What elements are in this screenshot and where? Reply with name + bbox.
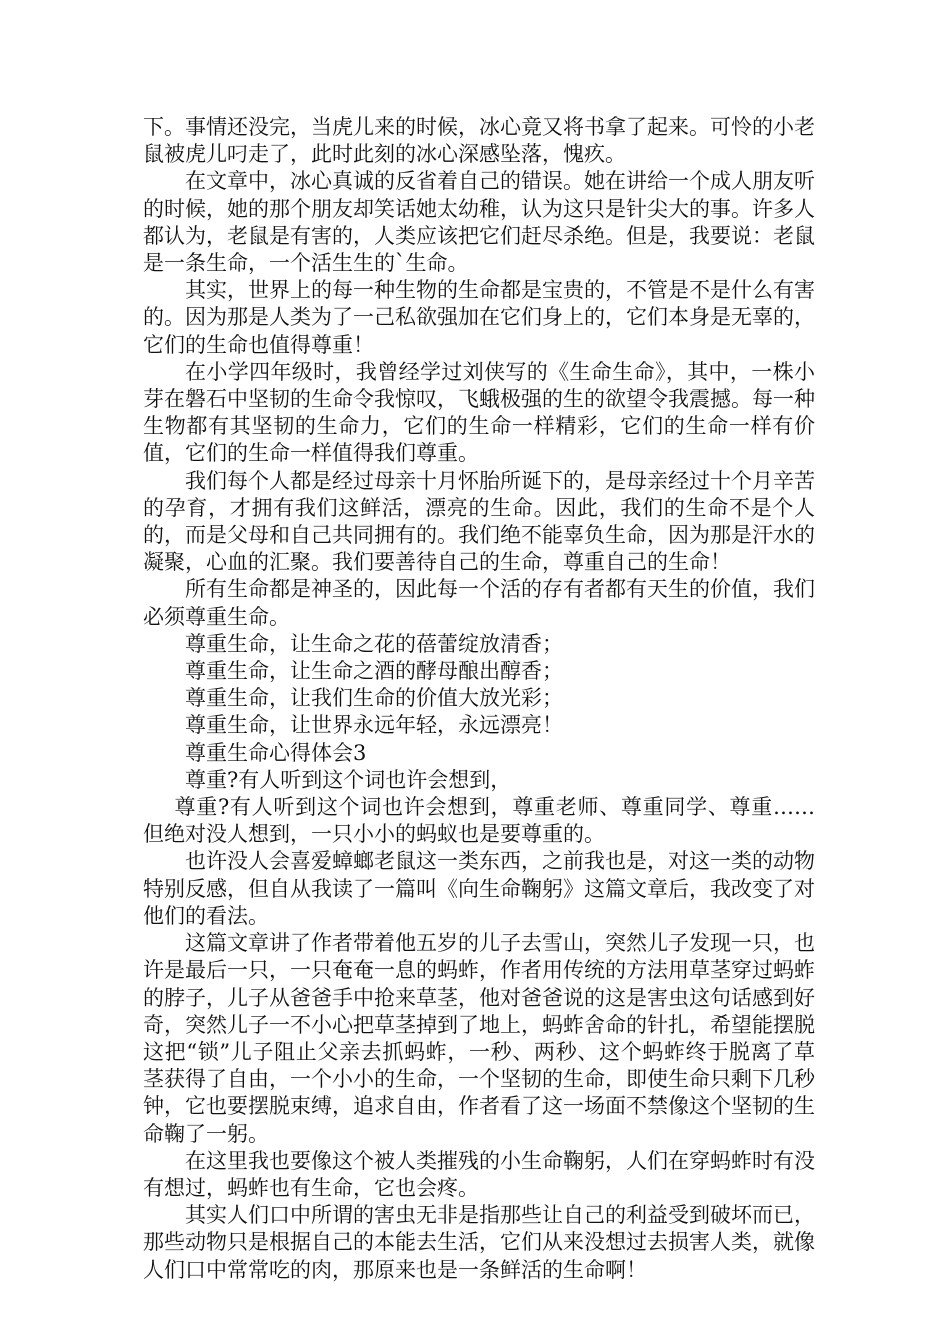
paragraph-10: 尊重生命，让世界永远年轻，永远漂亮！ [185, 713, 563, 738]
paragraph-1: 下。事情还没完，当虎儿来的时候，冰心竟又将书拿了起来。可怜的小老鼠被虎儿叼走了，此时此刻的冰心深感坠落，愧疚。 [143, 115, 815, 167]
paragraph-8: 尊重生命，让生命之酒的酵母酿出醇香； [185, 659, 563, 684]
paragraph-7: 尊重生命，让生命之花的蓓蕾绽放清香； [185, 631, 563, 656]
paragraph-13: 尊重?有人听到这个词也许会想到，尊重老师、尊重同学、尊重……但绝对没人想到，一只小小的蚂蚁也是要尊重的。 [143, 795, 815, 847]
paragraph-6: 所有生命都是神圣的，因此每一个活的存有者都有天生的价值，我们必须尊重生命。 [143, 577, 815, 629]
paragraph-17: 其实人们口中所谓的害虫无非是指那些让自己的利益受到破坏而已，那些动物只是根据自己的本能去生活，它们从来没想过去损害人类，就像人们口中常常吃的肉，那原来也是一条鲜活的生命啊！ [143, 1203, 815, 1282]
document-body [143, 114, 815, 1284]
section-heading: 尊重生命心得体会3 [185, 740, 367, 765]
paragraph-2: 在文章中，冰心真诚的反省着自己的错误。她在讲给一个成人朋友听的时候，她的那个朋友却笑话她太幼稚，认为这只是针尖大的事。许多人都认为，老鼠是有害的，人类应该把它们赶尽杀绝。但是，我要说：老鼠是一条生命，一个活生生的`生命。 [143, 169, 815, 276]
paragraph-15: 这篇文章讲了作者带着他五岁的儿子去雪山，突然儿子发现一只，也许是最后一只，一只奄奄一息的蚂蚱，作者用传统的方法用草茎穿过蚂蚱的脖子，儿子从爸爸手中抢来草茎，他对爸爸说的这是害虫这句话感到好奇，突然儿子一不小心把草茎掉到了地上，蚂蚱舍命的针扎，希望能摆脱这把“锁”儿子阻止父亲去抓蚂蚱，一秒、两秒、这个蚂蚱终于脱离了草茎获得了自由，一个小小的生命，一个坚韧的生命，即使生命只剩下几秒钟，它也要摆脱束缚，追求自由，作者看了这一场面不禁像这个坚韧的生命鞠了一躬。 [143, 931, 815, 1146]
paragraph-4: 在小学四年级时，我曾经学过刘侠写的《生命生命》，其中，一株小芽在磐石中坚韧的生命令我惊叹，飞蛾极强的生的欲望令我震撼。每一种生物都有其坚韧的生命力，它们的生命一样精彩，它们的生命一样有价值，它们的生命一样值得我们尊重。 [143, 359, 815, 466]
paragraph-12: 尊重?有人听到这个词也许会想到， [185, 767, 512, 792]
paragraph-5: 我们每个人都是经过母亲十月怀胎所诞下的，是母亲经过十个月辛苦的孕育，才拥有我们这鲜活，漂亮的生命。因此，我们的生命不是个人的，而是父母和自己共同拥有的。我们绝不能辜负生命，因为那是汗水的凝聚，心血的汇聚。我们要善待自己的生命，尊重自己的生命！ [143, 468, 815, 575]
paragraph-14: 也许没人会喜爱蟑螂老鼠这一类东西，之前我也是，对这一类的动物特别反感，但自从我读了一篇叫《向生命鞠躬》这篇文章后，我改变了对他们的看法。 [143, 849, 815, 928]
paragraph-3: 其实，世界上的每一种生物的生命都是宝贵的，不管是不是什么有害的。因为那是人类为了一己私欲强加在它们身上的，它们本身是无辜的，它们的生命也值得尊重！ [143, 278, 815, 357]
paragraph-16: 在这里我也要像这个被人类摧残的小生命鞠躬，人们在穿蚂蚱时有没有想过，蚂蚱也有生命，它也会疼。 [143, 1148, 815, 1200]
paragraph-9: 尊重生命，让我们生命的价值大放光彩； [185, 686, 563, 711]
